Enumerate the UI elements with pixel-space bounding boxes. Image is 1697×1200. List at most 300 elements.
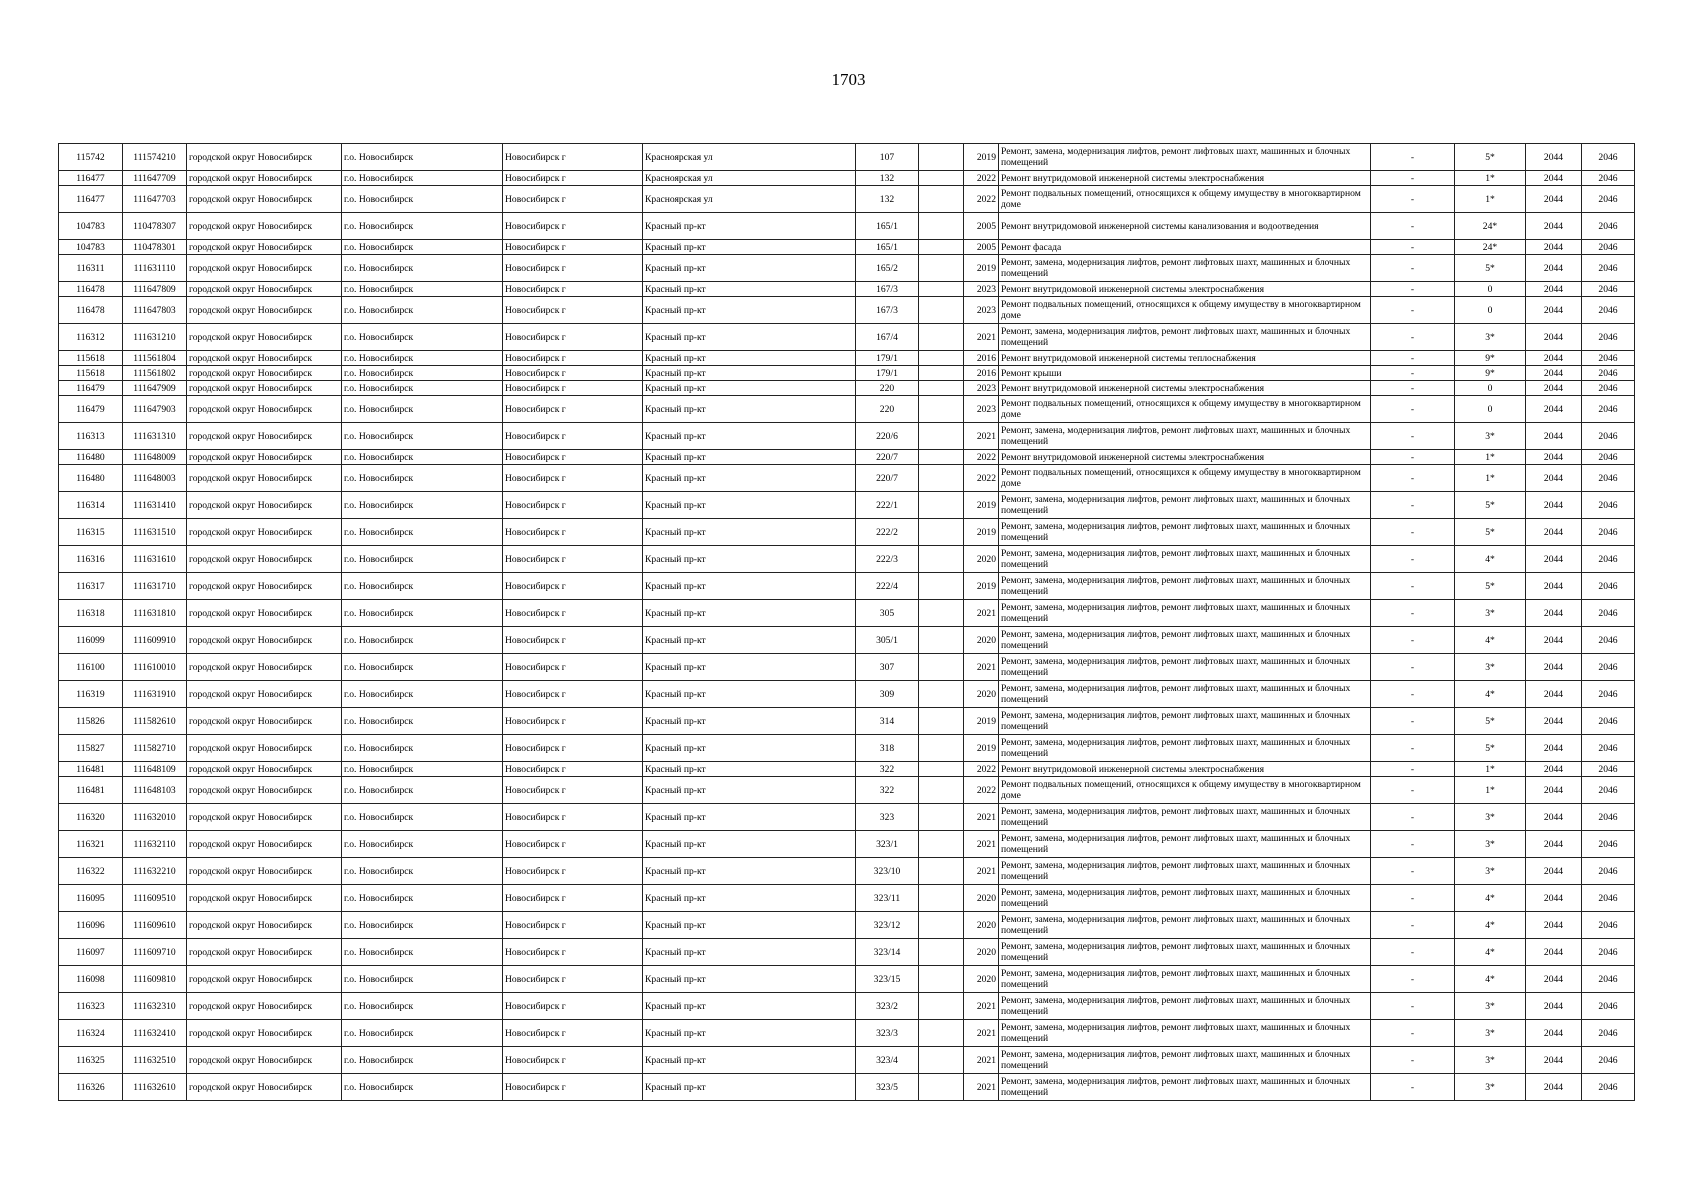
cell-end-year: 2046 — [1582, 366, 1635, 381]
cell-end-year: 2046 — [1582, 573, 1635, 600]
cell-building — [919, 492, 964, 519]
cell-house-id: 116479 — [59, 381, 123, 396]
cell-work-type: Ремонт, замена, модернизация лифтов, ремонт лифтовых шахт, машинных и блочных помещений — [999, 519, 1371, 546]
cell-building — [919, 255, 964, 282]
cell-house-id: 116320 — [59, 804, 123, 831]
cell-house-number: 307 — [856, 654, 919, 681]
table-row — [59, 1074, 1635, 1101]
cell-house-number: 323/2 — [856, 993, 919, 1020]
cell-year: 2020 — [964, 885, 999, 912]
cell-building — [919, 366, 964, 381]
cell-building — [919, 804, 964, 831]
cell-municipality: городской округ Новосибирск — [187, 144, 342, 171]
cell-work-id: 111610010 — [123, 654, 187, 681]
cell-municipality: городской округ Новосибирск — [187, 366, 342, 381]
cell-period: - — [1371, 465, 1455, 492]
cell-work-type: Ремонт крыши — [999, 366, 1371, 381]
cell-start-year: 2044 — [1526, 708, 1582, 735]
cell-end-year: 2046 — [1582, 186, 1635, 213]
cell-end-year: 2046 — [1582, 681, 1635, 708]
cell-municipality: городской округ Новосибирск — [187, 297, 342, 324]
table-row — [59, 366, 1635, 381]
cell-work-type: Ремонт, замена, модернизация лифтов, ремонт лифтовых шахт, машинных и блочных помещений — [999, 627, 1371, 654]
table-row — [59, 324, 1635, 351]
cell-locality: Новосибирск г — [503, 681, 643, 708]
cell-work-type: Ремонт, замена, модернизация лифтов, ремонт лифтовых шахт, машинных и блочных помещений — [999, 735, 1371, 762]
cell-end-year: 2046 — [1582, 519, 1635, 546]
table-row — [59, 351, 1635, 366]
cell-municipality: городской округ Новосибирск — [187, 324, 342, 351]
cell-work-id: 111632010 — [123, 804, 187, 831]
cell-year: 2022 — [964, 762, 999, 777]
cell-start-year: 2044 — [1526, 324, 1582, 351]
cell-work-id: 111632310 — [123, 993, 187, 1020]
cell-house-number: 179/1 — [856, 366, 919, 381]
cell-building — [919, 708, 964, 735]
cell-building — [919, 213, 964, 240]
cell-municipality: городской округ Новосибирск — [187, 186, 342, 213]
cell-house-id: 116477 — [59, 171, 123, 186]
cell-street: Красный пр-кт — [643, 831, 856, 858]
cell-work-type: Ремонт подвальных помещений, относящихся к общему имуществу в многоквартирном доме — [999, 777, 1371, 804]
table-row — [59, 186, 1635, 213]
cell-municipality: городской округ Новосибирск — [187, 681, 342, 708]
cell-duration: 1* — [1455, 450, 1526, 465]
cell-municipality: городской округ Новосибирск — [187, 240, 342, 255]
cell-end-year: 2046 — [1582, 777, 1635, 804]
cell-year: 2020 — [964, 939, 999, 966]
cell-house-number: 167/3 — [856, 297, 919, 324]
cell-duration: 5* — [1455, 519, 1526, 546]
cell-end-year: 2046 — [1582, 912, 1635, 939]
cell-duration: 4* — [1455, 912, 1526, 939]
cell-house-id: 116100 — [59, 654, 123, 681]
cell-street: Красный пр-кт — [643, 396, 856, 423]
cell-house-id: 116316 — [59, 546, 123, 573]
cell-house-id: 116318 — [59, 600, 123, 627]
cell-duration: 3* — [1455, 831, 1526, 858]
cell-municipality: городской округ Новосибирск — [187, 654, 342, 681]
cell-duration: 3* — [1455, 993, 1526, 1020]
cell-work-type: Ремонт, замена, модернизация лифтов, ремонт лифтовых шахт, машинных и блочных помещений — [999, 255, 1371, 282]
cell-period: - — [1371, 240, 1455, 255]
cell-house-id: 116481 — [59, 777, 123, 804]
table-row — [59, 1020, 1635, 1047]
cell-street: Красный пр-кт — [643, 351, 856, 366]
cell-house-number: 323/10 — [856, 858, 919, 885]
table-row — [59, 255, 1635, 282]
cell-end-year: 2046 — [1582, 762, 1635, 777]
cell-building — [919, 186, 964, 213]
cell-start-year: 2044 — [1526, 762, 1582, 777]
table-row — [59, 213, 1635, 240]
cell-start-year: 2044 — [1526, 255, 1582, 282]
cell-work-id: 111648009 — [123, 450, 187, 465]
cell-work-id: 110478307 — [123, 213, 187, 240]
cell-duration: 5* — [1455, 708, 1526, 735]
table-row — [59, 858, 1635, 885]
cell-start-year: 2044 — [1526, 282, 1582, 297]
cell-duration: 4* — [1455, 885, 1526, 912]
cell-locality: Новосибирск г — [503, 351, 643, 366]
cell-house-number: 220/6 — [856, 423, 919, 450]
cell-duration: 4* — [1455, 627, 1526, 654]
cell-building — [919, 396, 964, 423]
cell-building — [919, 681, 964, 708]
cell-start-year: 2044 — [1526, 1020, 1582, 1047]
cell-period: - — [1371, 735, 1455, 762]
cell-period: - — [1371, 627, 1455, 654]
cell-start-year: 2044 — [1526, 423, 1582, 450]
cell-street: Красный пр-кт — [643, 993, 856, 1020]
cell-building — [919, 351, 964, 366]
cell-street: Красный пр-кт — [643, 654, 856, 681]
cell-end-year: 2046 — [1582, 282, 1635, 297]
cell-street: Красный пр-кт — [643, 423, 856, 450]
register-table — [58, 143, 1635, 1101]
cell-duration: 0 — [1455, 381, 1526, 396]
cell-locality: Новосибирск г — [503, 240, 643, 255]
cell-work-id: 111609710 — [123, 939, 187, 966]
cell-locality: Новосибирск г — [503, 282, 643, 297]
cell-year: 2020 — [964, 912, 999, 939]
cell-locality: Новосибирск г — [503, 777, 643, 804]
cell-locality: Новосибирск г — [503, 831, 643, 858]
cell-work-id: 111582710 — [123, 735, 187, 762]
cell-period: - — [1371, 885, 1455, 912]
cell-district: г.о. Новосибирск — [342, 423, 503, 450]
cell-municipality: городской округ Новосибирск — [187, 939, 342, 966]
cell-work-id: 111648103 — [123, 777, 187, 804]
cell-house-number: 222/4 — [856, 573, 919, 600]
table-row — [59, 885, 1635, 912]
cell-building — [919, 324, 964, 351]
cell-year: 2023 — [964, 381, 999, 396]
cell-locality: Новосибирск г — [503, 213, 643, 240]
cell-period: - — [1371, 681, 1455, 708]
table-row — [59, 297, 1635, 324]
cell-year: 2016 — [964, 351, 999, 366]
cell-locality: Новосибирск г — [503, 1020, 643, 1047]
table-row — [59, 735, 1635, 762]
cell-street: Красный пр-кт — [643, 573, 856, 600]
cell-end-year: 2046 — [1582, 546, 1635, 573]
cell-year: 2005 — [964, 240, 999, 255]
cell-period: - — [1371, 600, 1455, 627]
cell-start-year: 2044 — [1526, 858, 1582, 885]
cell-work-type: Ремонт, замена, модернизация лифтов, ремонт лифтовых шахт, машинных и блочных помещений — [999, 993, 1371, 1020]
cell-end-year: 2046 — [1582, 600, 1635, 627]
cell-district: г.о. Новосибирск — [342, 804, 503, 831]
cell-year: 2021 — [964, 858, 999, 885]
cell-locality: Новосибирск г — [503, 144, 643, 171]
cell-locality: Новосибирск г — [503, 762, 643, 777]
cell-house-id: 115742 — [59, 144, 123, 171]
cell-year: 2021 — [964, 600, 999, 627]
cell-building — [919, 654, 964, 681]
cell-start-year: 2044 — [1526, 396, 1582, 423]
cell-house-id: 116480 — [59, 450, 123, 465]
cell-end-year: 2046 — [1582, 213, 1635, 240]
cell-duration: 3* — [1455, 1020, 1526, 1047]
cell-work-id: 111632210 — [123, 858, 187, 885]
cell-street: Красноярская ул — [643, 171, 856, 186]
cell-locality: Новосибирск г — [503, 186, 643, 213]
cell-building — [919, 939, 964, 966]
cell-duration: 1* — [1455, 777, 1526, 804]
cell-year: 2022 — [964, 186, 999, 213]
cell-house-number: 323/14 — [856, 939, 919, 966]
cell-year: 2019 — [964, 144, 999, 171]
cell-work-type: Ремонт внутридомовой инженерной системы электроснабжения — [999, 762, 1371, 777]
cell-work-id: 111632110 — [123, 831, 187, 858]
cell-district: г.о. Новосибирск — [342, 519, 503, 546]
cell-start-year: 2044 — [1526, 939, 1582, 966]
cell-year: 2021 — [964, 1020, 999, 1047]
cell-building — [919, 735, 964, 762]
cell-period: - — [1371, 396, 1455, 423]
cell-duration: 0 — [1455, 396, 1526, 423]
table-row — [59, 423, 1635, 450]
cell-district: г.о. Новосибирск — [342, 450, 503, 465]
cell-duration: 3* — [1455, 1074, 1526, 1101]
cell-building — [919, 282, 964, 297]
table-row — [59, 519, 1635, 546]
cell-work-type: Ремонт, замена, модернизация лифтов, ремонт лифтовых шахт, машинных и блочных помещений — [999, 1074, 1371, 1101]
table-row — [59, 381, 1635, 396]
cell-end-year: 2046 — [1582, 1020, 1635, 1047]
cell-end-year: 2046 — [1582, 1047, 1635, 1074]
cell-building — [919, 297, 964, 324]
cell-duration: 3* — [1455, 858, 1526, 885]
cell-district: г.о. Новосибирск — [342, 171, 503, 186]
cell-house-id: 115827 — [59, 735, 123, 762]
cell-municipality: городской округ Новосибирск — [187, 831, 342, 858]
cell-year: 2019 — [964, 708, 999, 735]
cell-locality: Новосибирск г — [503, 573, 643, 600]
cell-work-id: 111632510 — [123, 1047, 187, 1074]
cell-building — [919, 465, 964, 492]
cell-house-number: 222/3 — [856, 546, 919, 573]
cell-start-year: 2044 — [1526, 681, 1582, 708]
cell-year: 2019 — [964, 492, 999, 519]
cell-house-number: 132 — [856, 171, 919, 186]
cell-period: - — [1371, 708, 1455, 735]
cell-year: 2021 — [964, 324, 999, 351]
cell-duration: 3* — [1455, 600, 1526, 627]
cell-street: Красный пр-кт — [643, 255, 856, 282]
cell-year: 2016 — [964, 366, 999, 381]
cell-municipality: городской округ Новосибирск — [187, 708, 342, 735]
cell-work-id: 110478301 — [123, 240, 187, 255]
cell-district: г.о. Новосибирск — [342, 1047, 503, 1074]
cell-year: 2023 — [964, 396, 999, 423]
cell-year: 2021 — [964, 1047, 999, 1074]
cell-street: Красный пр-кт — [643, 912, 856, 939]
cell-house-number: 222/1 — [856, 492, 919, 519]
cell-house-id: 116481 — [59, 762, 123, 777]
cell-house-number: 220 — [856, 396, 919, 423]
cell-work-type: Ремонт, замена, модернизация лифтов, ремонт лифтовых шахт, машинных и блочных помещений — [999, 546, 1371, 573]
cell-end-year: 2046 — [1582, 240, 1635, 255]
cell-house-id: 116324 — [59, 1020, 123, 1047]
table-row — [59, 450, 1635, 465]
cell-end-year: 2046 — [1582, 654, 1635, 681]
cell-start-year: 2044 — [1526, 450, 1582, 465]
cell-house-number: 305/1 — [856, 627, 919, 654]
cell-end-year: 2046 — [1582, 966, 1635, 993]
cell-period: - — [1371, 492, 1455, 519]
cell-work-id: 111647803 — [123, 297, 187, 324]
cell-municipality: городской округ Новосибирск — [187, 396, 342, 423]
cell-street: Красный пр-кт — [643, 324, 856, 351]
cell-district: г.о. Новосибирск — [342, 465, 503, 492]
cell-start-year: 2044 — [1526, 804, 1582, 831]
cell-municipality: городской округ Новосибирск — [187, 1020, 342, 1047]
cell-work-type: Ремонт, замена, модернизация лифтов, ремонт лифтовых шахт, машинных и блочных помещений — [999, 939, 1371, 966]
cell-district: г.о. Новосибирск — [342, 762, 503, 777]
cell-duration: 3* — [1455, 324, 1526, 351]
cell-period: - — [1371, 144, 1455, 171]
cell-period: - — [1371, 966, 1455, 993]
cell-house-number: 220/7 — [856, 450, 919, 465]
cell-work-id: 111647809 — [123, 282, 187, 297]
cell-street: Красный пр-кт — [643, 762, 856, 777]
cell-year: 2023 — [964, 282, 999, 297]
table-row — [59, 804, 1635, 831]
cell-house-id: 116321 — [59, 831, 123, 858]
cell-end-year: 2046 — [1582, 885, 1635, 912]
cell-work-type: Ремонт, замена, модернизация лифтов, ремонт лифтовых шахт, машинных и блочных помещений — [999, 912, 1371, 939]
cell-locality: Новосибирск г — [503, 546, 643, 573]
cell-end-year: 2046 — [1582, 450, 1635, 465]
cell-end-year: 2046 — [1582, 144, 1635, 171]
cell-work-id: 111632410 — [123, 1020, 187, 1047]
cell-period: - — [1371, 804, 1455, 831]
table-body — [59, 144, 1635, 1101]
cell-work-type: Ремонт, замена, модернизация лифтов, ремонт лифтовых шахт, машинных и блочных помещений — [999, 573, 1371, 600]
table-row — [59, 831, 1635, 858]
cell-locality: Новосибирск г — [503, 1074, 643, 1101]
cell-house-id: 116313 — [59, 423, 123, 450]
cell-building — [919, 885, 964, 912]
cell-street: Красный пр-кт — [643, 1020, 856, 1047]
cell-house-id: 116480 — [59, 465, 123, 492]
cell-start-year: 2044 — [1526, 573, 1582, 600]
cell-municipality: городской округ Новосибирск — [187, 492, 342, 519]
cell-street: Красный пр-кт — [643, 282, 856, 297]
cell-house-id: 116315 — [59, 519, 123, 546]
cell-building — [919, 519, 964, 546]
cell-house-id: 104783 — [59, 240, 123, 255]
table-row — [59, 993, 1635, 1020]
cell-locality: Новосибирск г — [503, 858, 643, 885]
cell-building — [919, 1020, 964, 1047]
cell-building — [919, 993, 964, 1020]
cell-work-type: Ремонт, замена, модернизация лифтов, ремонт лифтовых шахт, машинных и блочных помещений — [999, 324, 1371, 351]
cell-start-year: 2044 — [1526, 213, 1582, 240]
cell-year: 2020 — [964, 681, 999, 708]
cell-building — [919, 762, 964, 777]
cell-street: Красный пр-кт — [643, 519, 856, 546]
cell-district: г.о. Новосибирск — [342, 573, 503, 600]
cell-building — [919, 381, 964, 396]
cell-start-year: 2044 — [1526, 492, 1582, 519]
cell-duration: 1* — [1455, 186, 1526, 213]
cell-work-id: 111631510 — [123, 519, 187, 546]
cell-house-number: 165/2 — [856, 255, 919, 282]
cell-building — [919, 423, 964, 450]
cell-work-id: 111631210 — [123, 324, 187, 351]
cell-duration: 0 — [1455, 282, 1526, 297]
cell-period: - — [1371, 1047, 1455, 1074]
cell-locality: Новосибирск г — [503, 450, 643, 465]
cell-period: - — [1371, 450, 1455, 465]
cell-district: г.о. Новосибирск — [342, 858, 503, 885]
table-row — [59, 144, 1635, 171]
cell-locality: Новосибирск г — [503, 171, 643, 186]
cell-end-year: 2046 — [1582, 627, 1635, 654]
cell-work-type: Ремонт внутридомовой инженерной системы канализования и водоотведения — [999, 213, 1371, 240]
cell-start-year: 2044 — [1526, 171, 1582, 186]
cell-building — [919, 627, 964, 654]
table-row — [59, 240, 1635, 255]
cell-building — [919, 912, 964, 939]
cell-year: 2021 — [964, 831, 999, 858]
cell-house-number: 318 — [856, 735, 919, 762]
cell-period: - — [1371, 912, 1455, 939]
cell-start-year: 2044 — [1526, 831, 1582, 858]
cell-work-id: 111561804 — [123, 351, 187, 366]
cell-work-id: 111609510 — [123, 885, 187, 912]
cell-district: г.о. Новосибирск — [342, 600, 503, 627]
cell-locality: Новосибирск г — [503, 255, 643, 282]
cell-house-number: 323 — [856, 804, 919, 831]
cell-work-id: 111609910 — [123, 627, 187, 654]
cell-work-id: 111647709 — [123, 171, 187, 186]
cell-house-id: 116323 — [59, 993, 123, 1020]
table-row — [59, 762, 1635, 777]
cell-district: г.о. Новосибирск — [342, 240, 503, 255]
cell-municipality: городской округ Новосибирск — [187, 1074, 342, 1101]
cell-house-number: 323/11 — [856, 885, 919, 912]
cell-duration: 24* — [1455, 213, 1526, 240]
cell-street: Красный пр-кт — [643, 681, 856, 708]
cell-locality: Новосибирск г — [503, 519, 643, 546]
cell-period: - — [1371, 519, 1455, 546]
cell-work-type: Ремонт внутридомовой инженерной системы электроснабжения — [999, 171, 1371, 186]
cell-house-id: 116099 — [59, 627, 123, 654]
cell-building — [919, 858, 964, 885]
cell-district: г.о. Новосибирск — [342, 366, 503, 381]
cell-year: 2021 — [964, 804, 999, 831]
cell-year: 2021 — [964, 654, 999, 681]
cell-work-id: 111647703 — [123, 186, 187, 213]
cell-locality: Новосибирск г — [503, 465, 643, 492]
cell-house-number: 323/4 — [856, 1047, 919, 1074]
cell-work-type: Ремонт, замена, модернизация лифтов, ремонт лифтовых шахт, машинных и блочных помещений — [999, 831, 1371, 858]
cell-municipality: городской округ Новосибирск — [187, 627, 342, 654]
cell-building — [919, 831, 964, 858]
cell-municipality: городской округ Новосибирск — [187, 1047, 342, 1074]
cell-municipality: городской округ Новосибирск — [187, 600, 342, 627]
cell-house-number: 132 — [856, 186, 919, 213]
cell-building — [919, 546, 964, 573]
cell-house-id: 115618 — [59, 366, 123, 381]
cell-start-year: 2044 — [1526, 654, 1582, 681]
cell-duration: 3* — [1455, 423, 1526, 450]
cell-work-id: 111631110 — [123, 255, 187, 282]
